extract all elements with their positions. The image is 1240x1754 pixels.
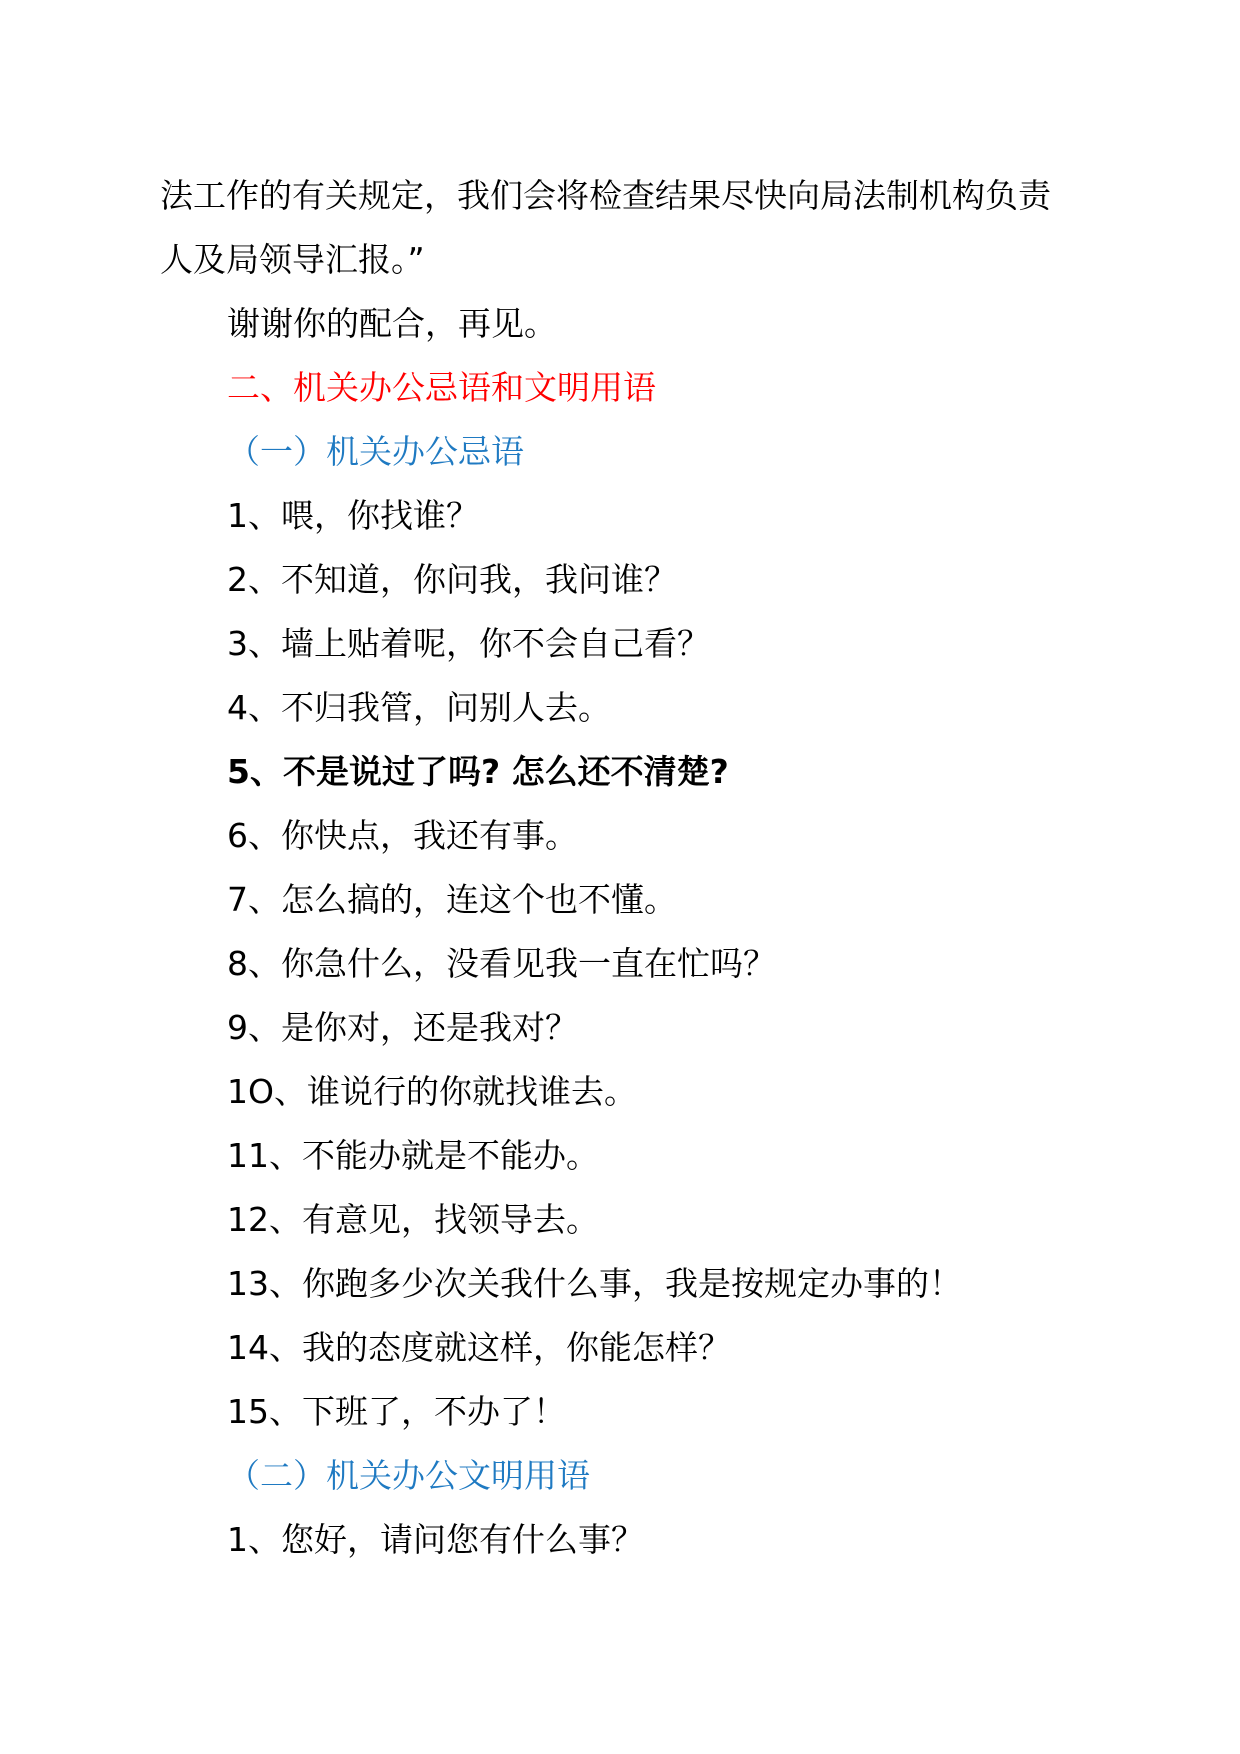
section-heading: 二、机关办公忌语和文明用语 — [227, 368, 656, 407]
list-item: 1O、谁说行的你就找谁去。 — [227, 1072, 637, 1111]
body-line: 法工作的有关规定，我们会将检查结果尽快向局法制机构负责 — [160, 176, 1051, 215]
list-item: 15、下班了，不办了！ — [227, 1392, 566, 1431]
list-item: 1、您好，请问您有什么事？ — [227, 1520, 644, 1559]
list-item: 8、你急什么，没看见我一直在忙吗？ — [227, 944, 776, 983]
list-item: 1、喂，你找谁？ — [227, 496, 479, 535]
list-item: 2、不知道，你问我，我问谁？ — [227, 560, 677, 599]
list-item-bold: 5、不是说过了吗? 怎么还不清楚? — [227, 752, 729, 791]
subsection-heading-polite: （二）机关办公文明用语 — [227, 1456, 590, 1495]
list-item: 9、是你对，还是我对？ — [227, 1008, 578, 1047]
list-item: 4、不归我管，问别人去。 — [227, 688, 611, 727]
body-line: 人及局领导汇报。” — [160, 240, 425, 279]
list-item: 11、不能办就是不能办。 — [227, 1136, 599, 1175]
subsection-heading-taboo: （一）机关办公忌语 — [227, 432, 524, 471]
list-item: 14、我的态度就这样，你能怎样？ — [227, 1328, 731, 1367]
list-item: 13、你跑多少次关我什么事，我是按规定办事的！ — [227, 1264, 962, 1303]
list-item: 3、墙上贴着呢，你不会自己看？ — [227, 624, 710, 663]
list-item: 12、有意见，找领导去。 — [227, 1200, 599, 1239]
list-item: 6、你快点，我还有事。 — [227, 816, 578, 855]
closing-line: 谢谢你的配合，再见。 — [227, 304, 557, 343]
list-item: 7、怎么搞的，连这个也不懂。 — [227, 880, 677, 919]
